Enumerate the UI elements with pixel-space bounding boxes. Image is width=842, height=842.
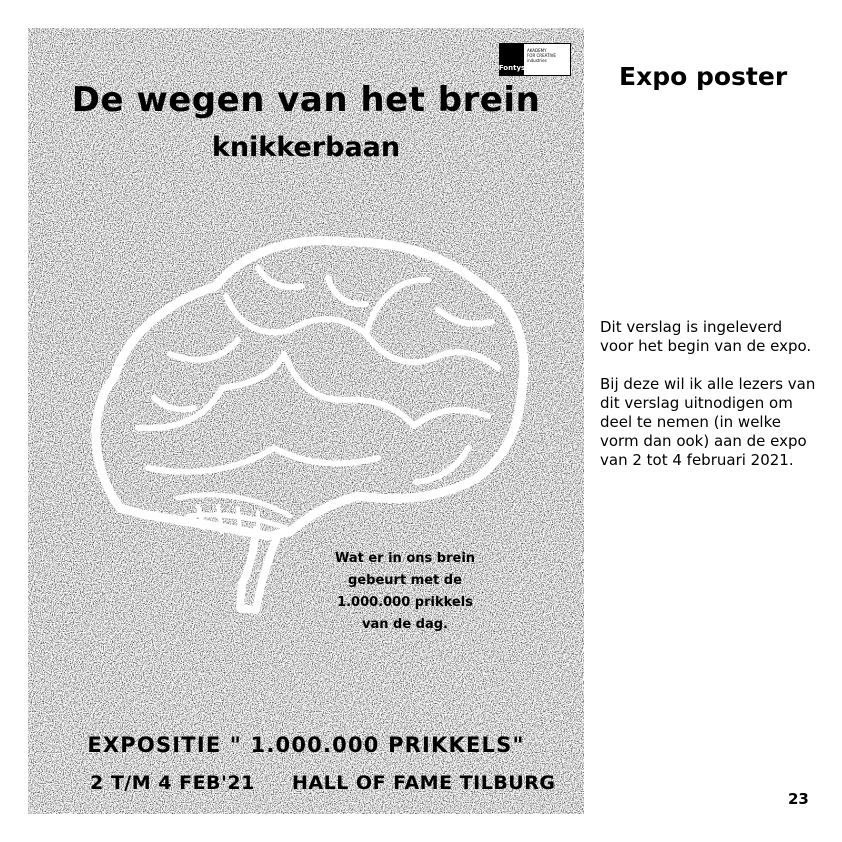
- logo-line-2: FOR CREATIVE: [527, 53, 556, 58]
- logo-line-3: industries: [527, 58, 547, 63]
- paragraph-1: Dit verslag is ingeleverd voor het begin van de expo.: [600, 318, 812, 355]
- poster-title: De wegen van het brein: [71, 80, 541, 120]
- fontys-logo: [499, 43, 571, 76]
- page-number: 23: [788, 790, 809, 808]
- exhibition-dates: 2 T/M 4 FEB'21: [90, 772, 255, 794]
- logo-mark: Fontys: [500, 44, 524, 75]
- side-text: [600, 318, 820, 489]
- poster-tagline: Wat er in ons brein gebeurt met de 1.000.000 prikkels van de dag.: [334, 551, 476, 632]
- paragraph-2: Bij deze wil ik alle lezers van dit verslag uitnodigen om deel te nemen (in welke vorm dan ook) aan de expo van 2 tot 4 februari 2021.: [600, 375, 816, 469]
- page-heading: Expo poster: [619, 62, 788, 91]
- logo-line-1: AKADEMY: [527, 48, 547, 53]
- poster-subtitle: knikkerbaan: [211, 132, 401, 163]
- exhibition-venue: HALL OF FAME TILBURG: [292, 772, 556, 794]
- exhibition-title: EXPOSITIE " 1.000.000 PRIKKELS": [87, 733, 525, 757]
- expo-poster: [28, 28, 584, 814]
- logo-text: [524, 44, 570, 75]
